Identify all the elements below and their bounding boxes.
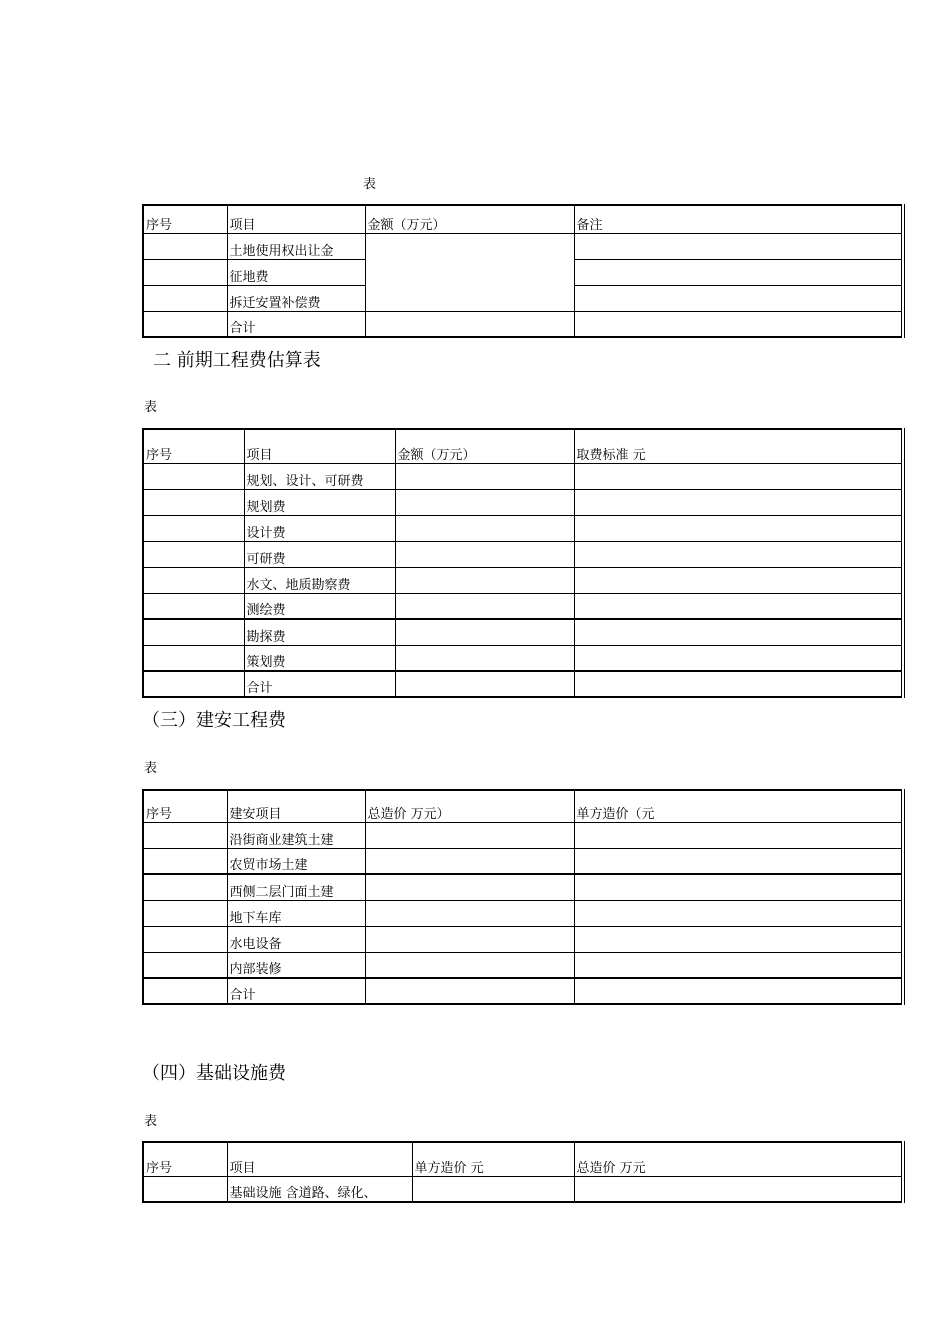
cell: 拆迁安置补偿费: [227, 285, 365, 311]
table-row: [143, 619, 903, 645]
header-cell: 取费标准 元: [574, 429, 903, 463]
cell: [574, 978, 903, 1004]
cell: 测绘费: [244, 593, 395, 619]
cell: [574, 515, 903, 541]
cell: [574, 952, 903, 978]
cell: [143, 822, 227, 848]
cell: 可研费: [244, 541, 395, 567]
cell: 农贸市场土建: [227, 848, 365, 874]
cell: [143, 900, 227, 926]
cell: [143, 952, 227, 978]
preliminary-cost-table: [142, 428, 905, 698]
cell: 基础设施 含道路、绿化、: [227, 1176, 412, 1202]
cell: [143, 311, 227, 337]
section-heading-2: 二 前期工程费估算表: [153, 350, 321, 371]
cell: [143, 848, 227, 874]
table-header-row: [143, 429, 903, 463]
header-cell: 总造价 万元: [574, 1142, 903, 1176]
cell: [143, 874, 227, 900]
cell: [365, 978, 574, 1004]
table-header-row: [143, 1142, 903, 1176]
cell: [395, 671, 574, 697]
cell: 地下车库: [227, 900, 365, 926]
header-cell: 项目: [227, 1142, 412, 1176]
section-heading-3: （三）建安工程费: [142, 710, 286, 731]
table-row: [143, 874, 903, 900]
header-cell: 金额（万元）: [395, 429, 574, 463]
cell: [143, 541, 244, 567]
cell: [395, 567, 574, 593]
table-header-row: [143, 205, 903, 233]
cell: 土地使用权出让金: [227, 233, 365, 259]
cell: [143, 463, 244, 489]
cell: 勘探费: [244, 619, 395, 645]
cell: [143, 233, 227, 259]
cell: 策划费: [244, 645, 395, 671]
table-row: [143, 541, 903, 567]
cell: [395, 515, 574, 541]
cell: 沿街商业建筑土建: [227, 822, 365, 848]
table-row: [143, 822, 903, 848]
header-cell: 总造价 万元）: [365, 790, 574, 822]
cell: [143, 926, 227, 952]
cell: [143, 567, 244, 593]
cell: [395, 463, 574, 489]
table-row: [143, 978, 903, 1004]
table-caption-4: 表: [144, 1114, 158, 1129]
section-heading-4: （四）基础设施费: [142, 1063, 286, 1084]
cell: [574, 874, 903, 900]
cell: [395, 645, 574, 671]
table-caption-1: 表: [363, 177, 377, 192]
table-row: [143, 645, 903, 671]
cell: [574, 822, 903, 848]
cell: [143, 285, 227, 311]
cell: 合计: [244, 671, 395, 697]
cell: [143, 259, 227, 285]
table-row: [143, 233, 903, 259]
cell: [365, 822, 574, 848]
table-row: [143, 848, 903, 874]
cell: [395, 619, 574, 645]
header-cell: 备注: [574, 205, 903, 233]
cell: [143, 671, 244, 697]
cell: [395, 489, 574, 515]
cell: [574, 463, 903, 489]
cell: [574, 233, 903, 259]
cell: [143, 1176, 227, 1202]
cell: [143, 515, 244, 541]
cell: [365, 874, 574, 900]
land-cost-table: [142, 204, 905, 338]
cell: 内部装修: [227, 952, 365, 978]
cell: 规划费: [244, 489, 395, 515]
table-row: [143, 515, 903, 541]
header-cell: 序号: [143, 1142, 227, 1176]
table-row: [143, 593, 903, 619]
cell: [365, 952, 574, 978]
cell: 合计: [227, 311, 365, 337]
cell: [143, 645, 244, 671]
cell: [365, 900, 574, 926]
cell: [574, 926, 903, 952]
cell: 合计: [227, 978, 365, 1004]
table-row: [143, 489, 903, 515]
cell: [574, 1176, 903, 1202]
cell: [574, 848, 903, 874]
header-cell: 项目: [244, 429, 395, 463]
table-row: [143, 463, 903, 489]
table-row: [143, 567, 903, 593]
cell: [574, 619, 903, 645]
cell: [574, 900, 903, 926]
table-row: [143, 952, 903, 978]
cell: [574, 645, 903, 671]
header-cell: 建安项目: [227, 790, 365, 822]
cell: [395, 541, 574, 567]
cell: [412, 1176, 574, 1202]
header-cell: 项目: [227, 205, 365, 233]
cell: [365, 926, 574, 952]
header-cell: 金额（万元）: [365, 205, 574, 233]
header-cell: 单方造价（元: [574, 790, 903, 822]
cell: [143, 619, 244, 645]
cell: [143, 978, 227, 1004]
cell: [365, 311, 574, 337]
cell: [574, 567, 903, 593]
cell: [574, 593, 903, 619]
cell: 水文、地质勘察费: [244, 567, 395, 593]
cell: [143, 593, 244, 619]
cell: [395, 593, 574, 619]
table-caption-3: 表: [144, 761, 158, 776]
cell: [365, 848, 574, 874]
table-row: [143, 671, 903, 697]
cell: [574, 285, 903, 311]
cell: [574, 311, 903, 337]
cell: 西侧二层门面土建: [227, 874, 365, 900]
cell: [574, 489, 903, 515]
table-row: [143, 926, 903, 952]
header-cell: 序号: [143, 790, 227, 822]
header-cell: 单方造价 元: [412, 1142, 574, 1176]
header-cell: 序号: [143, 205, 227, 233]
cell: [574, 259, 903, 285]
table-row: [143, 311, 903, 337]
cell: 征地费: [227, 259, 365, 285]
table-caption-2: 表: [144, 400, 158, 415]
table-row: [143, 900, 903, 926]
table-row: [143, 1176, 903, 1202]
cell: [143, 489, 244, 515]
cell-merged-amount: [365, 233, 574, 311]
cell: [574, 671, 903, 697]
header-cell: 序号: [143, 429, 244, 463]
cell: 规划、设计、可研费: [244, 463, 395, 489]
cell: [574, 541, 903, 567]
infrastructure-cost-table: [142, 1141, 905, 1203]
construction-cost-table: [142, 789, 905, 1005]
table-header-row: [143, 790, 903, 822]
cell: 水电设备: [227, 926, 365, 952]
cell: 设计费: [244, 515, 395, 541]
